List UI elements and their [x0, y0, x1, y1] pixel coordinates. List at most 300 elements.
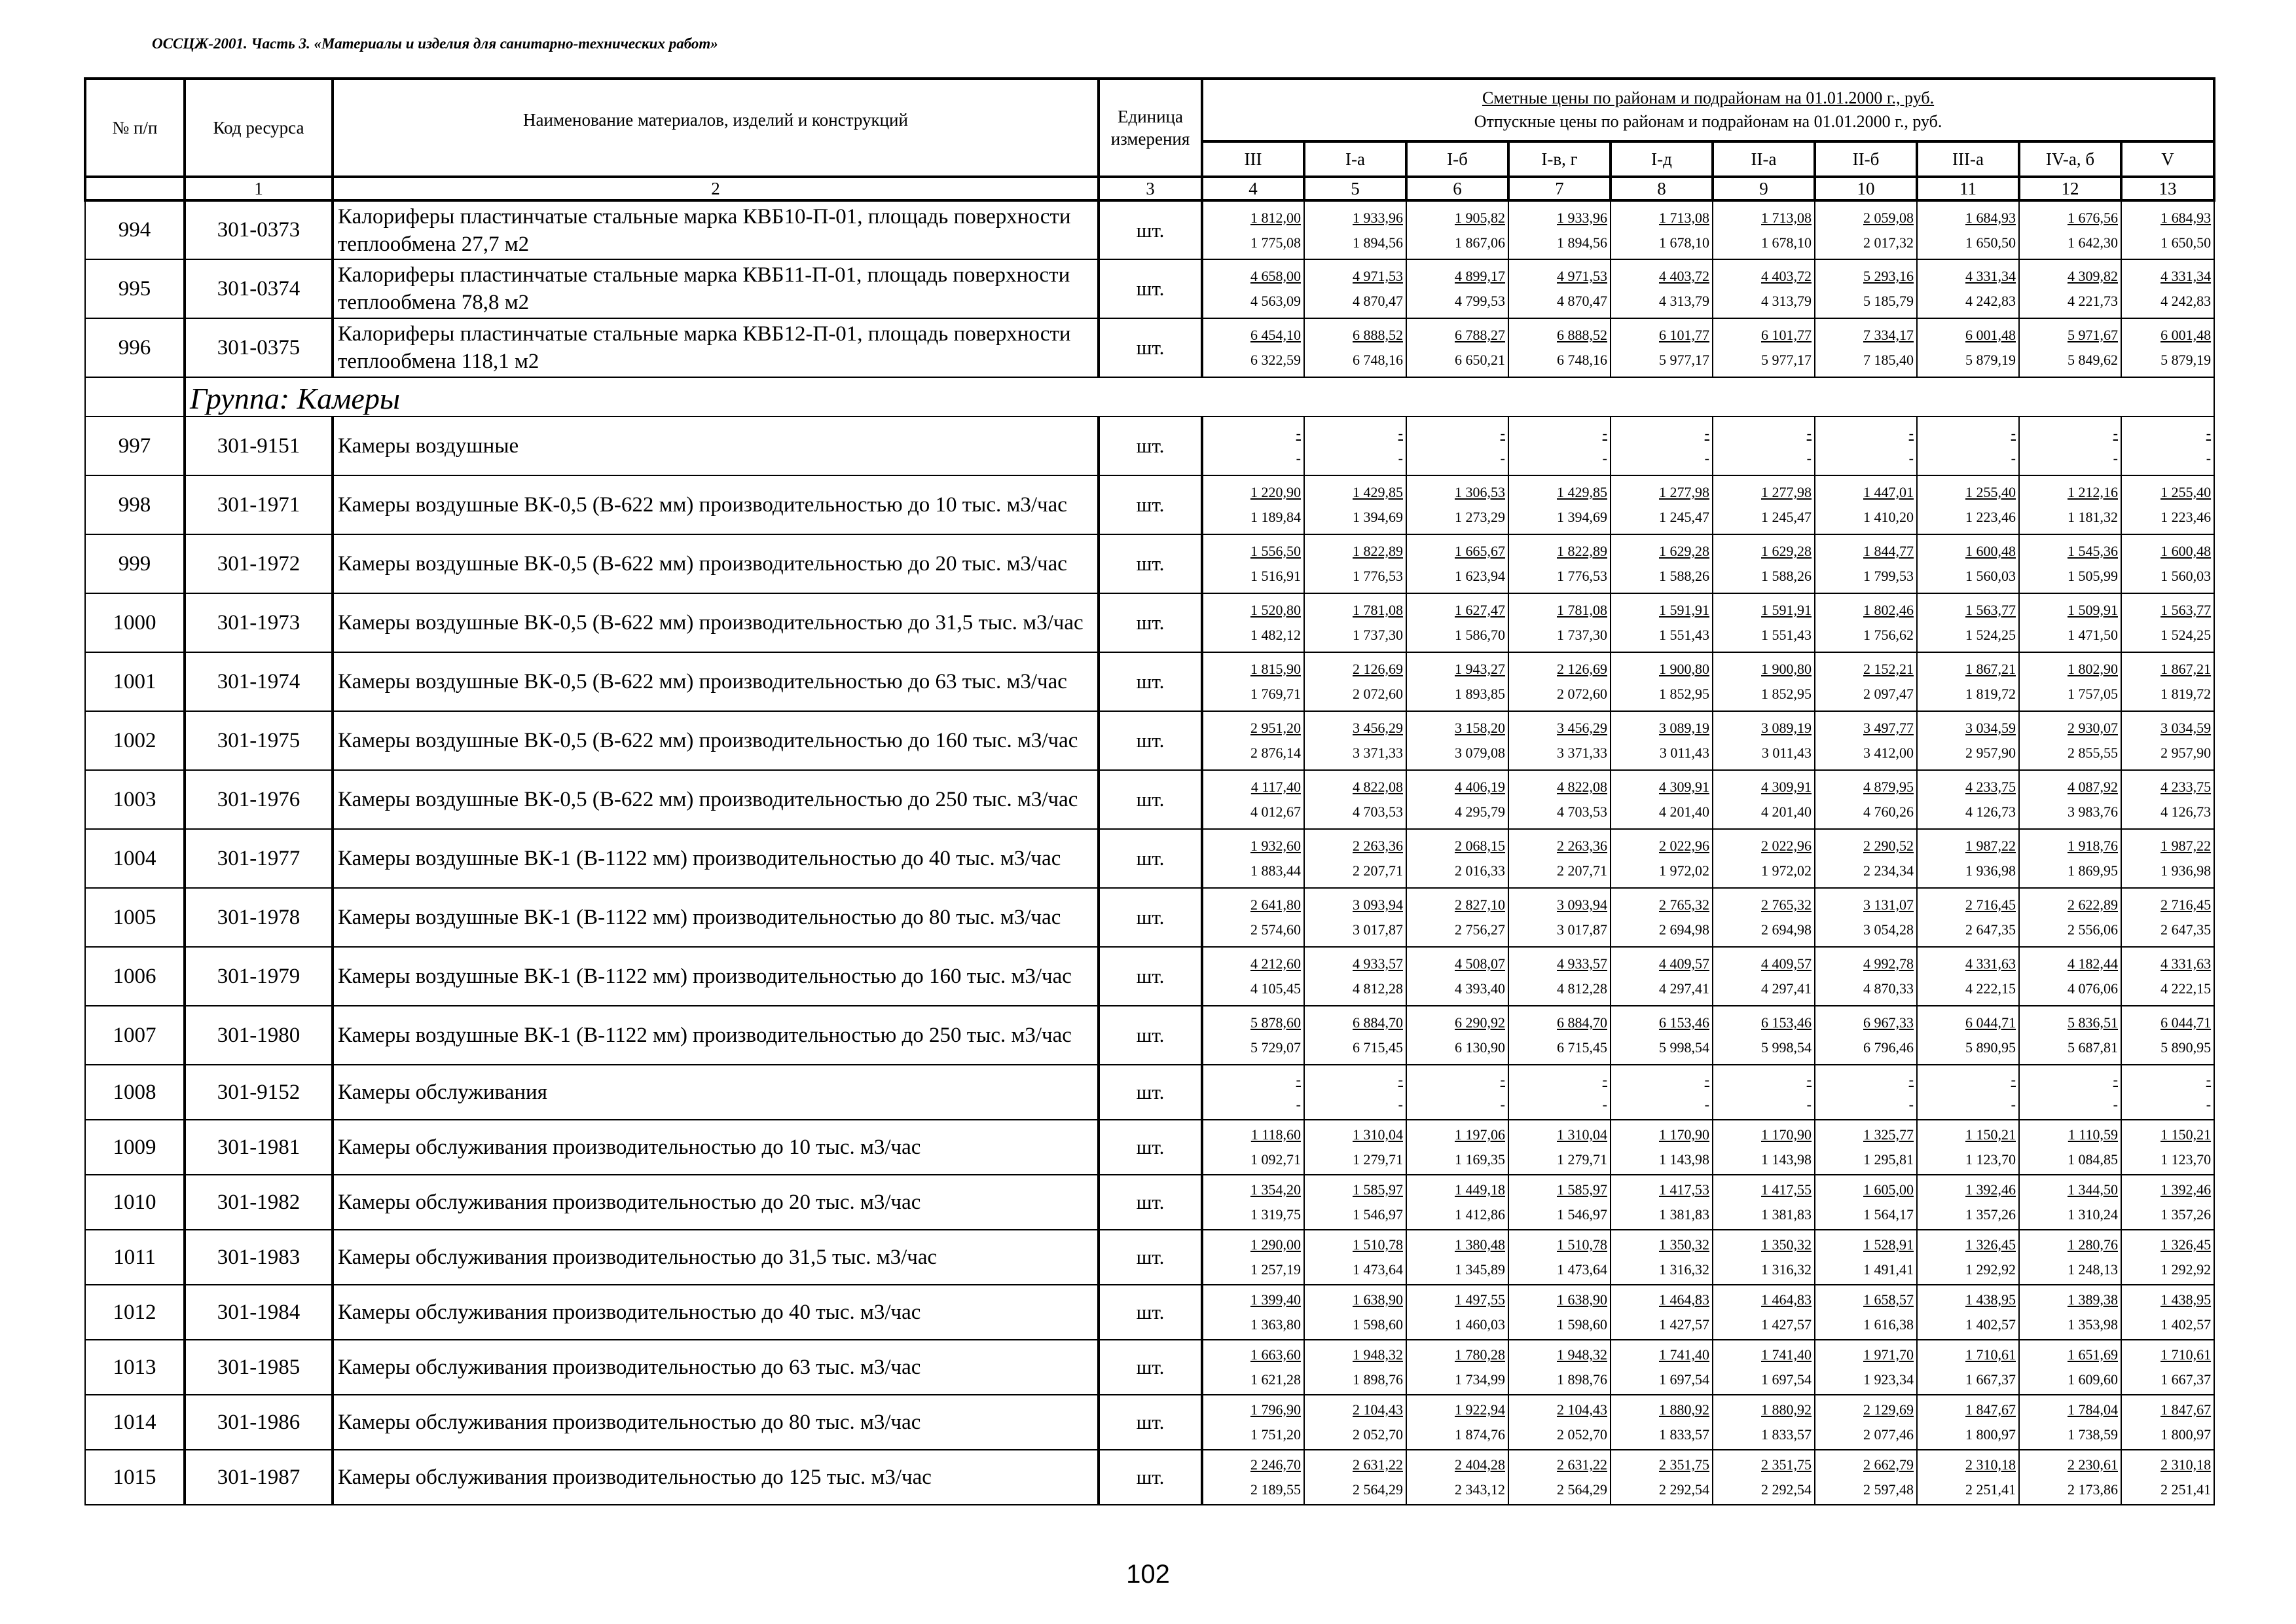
price-cell	[2121, 1175, 2214, 1230]
unit-of-measure: шт.	[1099, 593, 1202, 652]
price-cell	[1406, 1395, 1508, 1450]
estimate-price: 2 059,08	[1863, 209, 1914, 226]
release-price: 1 316,32	[1761, 1261, 1812, 1278]
estimate-price: 2 129,69	[1863, 1401, 1914, 1418]
row-number: 998	[85, 475, 185, 534]
release-price: 3 412,00	[1863, 745, 1914, 761]
release-price: 1 894,56	[1557, 234, 1607, 251]
release-price: 5 879,19	[2160, 352, 2212, 368]
estimate-price: 1 741,40	[1761, 1346, 1812, 1363]
table-row	[85, 318, 2214, 377]
price-cell	[1202, 1395, 1304, 1450]
unit-of-measure: шт.	[1099, 534, 1202, 593]
release-price: 1 894,56	[1353, 234, 1403, 251]
price-cell	[2019, 475, 2121, 534]
release-price: 2 189,55	[1250, 1481, 1301, 1498]
price-cell	[1713, 829, 1815, 888]
row-number: 995	[85, 259, 185, 318]
price-cell	[1713, 888, 1815, 947]
estimate-price: 1 325,77	[1863, 1126, 1914, 1143]
price-cell	[1713, 1230, 1815, 1285]
item-name: Камеры обслуживания производительностью до 125 тыс. м3/час	[333, 1450, 1099, 1505]
estimate-price: 4 331,34	[2160, 268, 2212, 284]
price-table	[84, 77, 2215, 1505]
estimate-price: 1 417,55	[1761, 1181, 1812, 1198]
release-price: 1 734,99	[1455, 1371, 1505, 1388]
release-price: 4 105,45	[1250, 980, 1301, 997]
estimate-price: 1 710,61	[1965, 1346, 2016, 1363]
header-region: IV-а, б	[2019, 141, 2121, 177]
release-price: 2 647,35	[1965, 921, 2016, 938]
release-price: 2 574,60	[1250, 921, 1301, 938]
row-number: 1009	[85, 1120, 185, 1175]
item-name: Камеры обслуживания производительностью до 20 тыс. м3/час	[333, 1175, 1099, 1230]
release-price: 2 343,12	[1455, 1481, 1505, 1498]
release-price: 1 650,50	[1965, 234, 2016, 251]
price-cell	[1815, 1175, 1917, 1230]
price-cell	[1815, 1450, 1917, 1505]
estimate-price: 1 255,40	[1965, 484, 2016, 500]
estimate-price: -	[1908, 1071, 1914, 1088]
estimate-price: 5 293,16	[1863, 268, 1914, 284]
release-price: 1 833,57	[1659, 1426, 1709, 1443]
price-cell	[1304, 770, 1406, 829]
estimate-price: 1 605,00	[1863, 1181, 1914, 1198]
estimate-price: 1 822,89	[1557, 543, 1607, 559]
estimate-price: 1 277,98	[1659, 484, 1709, 500]
estimate-price: 3 034,59	[1965, 720, 2016, 736]
price-cell	[1508, 259, 1611, 318]
estimate-price: 2 290,52	[1863, 838, 1914, 854]
estimate-price: 1 563,77	[1965, 602, 2016, 618]
row-number: 1003	[85, 770, 185, 829]
price-cell	[1304, 200, 1406, 259]
release-price: 1 295,81	[1863, 1151, 1914, 1168]
release-price: 1 279,71	[1557, 1151, 1607, 1168]
price-cell	[1304, 534, 1406, 593]
release-price: -	[1704, 450, 1709, 466]
release-price: 1 776,53	[1557, 568, 1607, 584]
price-cell	[2019, 318, 2121, 377]
estimate-price: 1 118,60	[1250, 1126, 1301, 1143]
release-price: 1 181,32	[2068, 509, 2118, 525]
estimate-price: 4 233,75	[2160, 779, 2212, 795]
estimate-price: 1 255,40	[2160, 484, 2212, 500]
release-price: 4 297,41	[1761, 980, 1812, 997]
estimate-price: 1 447,01	[1863, 484, 1914, 500]
estimate-price: 2 022,96	[1761, 838, 1812, 854]
price-cell	[1304, 416, 1406, 475]
release-price: 4 812,28	[1353, 980, 1403, 997]
estimate-price: 1 591,91	[1659, 602, 1709, 618]
price-cell	[1202, 829, 1304, 888]
estimate-price: 1 781,08	[1353, 602, 1403, 618]
resource-code: 301-0373	[185, 200, 333, 259]
estimate-price: 2 765,32	[1659, 896, 1709, 913]
release-price: 5 977,17	[1659, 352, 1709, 368]
item-name: Камеры воздушные ВК-0,5 (В-622 мм) производительностью до 63 тыс. м3/час	[333, 652, 1099, 711]
price-cell	[1713, 200, 1815, 259]
release-price: -	[1500, 1096, 1505, 1113]
price-cell	[1202, 475, 1304, 534]
release-price: 1 394,69	[1353, 509, 1403, 525]
estimate-price: 1 948,32	[1557, 1346, 1607, 1363]
row-number: 994	[85, 200, 185, 259]
release-price: 1 257,19	[1250, 1261, 1301, 1278]
estimate-price: 1 638,90	[1353, 1291, 1403, 1308]
price-cell	[1713, 259, 1815, 318]
row-number: 1014	[85, 1395, 185, 1450]
estimate-price: 1 796,90	[1250, 1401, 1301, 1418]
estimate-price: -	[1806, 1071, 1812, 1088]
price-cell	[1815, 1395, 1917, 1450]
estimate-price: 4 971,53	[1353, 268, 1403, 284]
price-cell	[2019, 829, 2121, 888]
release-price: 4 126,73	[2160, 803, 2212, 820]
table-row	[85, 711, 2214, 770]
release-price: 1 546,97	[1557, 1206, 1607, 1223]
price-cell	[1815, 1065, 1917, 1120]
estimate-price: 1 676,56	[2068, 209, 2118, 226]
estimate-price: 5 836,51	[2068, 1014, 2118, 1031]
release-price: 6 796,46	[1863, 1039, 1914, 1056]
estimate-price: 1 277,98	[1761, 484, 1812, 500]
price-cell	[1611, 1395, 1713, 1450]
price-cell	[1202, 1450, 1304, 1505]
release-price: 5 687,81	[2068, 1039, 2118, 1056]
price-cell	[1406, 318, 1508, 377]
row-number: 1001	[85, 652, 185, 711]
estimate-price: 1 684,93	[1965, 209, 2016, 226]
estimate-price: 6 044,71	[1965, 1014, 2016, 1031]
price-cell	[1202, 1230, 1304, 1285]
header-prices-estimate: Сметные цены по районам и подрайонам на 01.01.2000 г., руб.	[1482, 88, 1935, 107]
release-price: 1 189,84	[1250, 509, 1301, 525]
estimate-price: 4 403,72	[1659, 268, 1709, 284]
estimate-price: 1 438,95	[1965, 1291, 2016, 1308]
price-cell	[2019, 259, 2121, 318]
price-cell	[1713, 1006, 1815, 1065]
price-cell	[1611, 1065, 1713, 1120]
estimate-price: -	[1500, 1071, 1505, 1088]
estimate-price: 1 399,40	[1250, 1291, 1301, 1308]
unit-of-measure: шт.	[1099, 416, 1202, 475]
estimate-price: 2 263,36	[1353, 838, 1403, 854]
release-price: 1 245,47	[1761, 509, 1812, 525]
release-price: 2 564,29	[1557, 1481, 1607, 1498]
estimate-price: 4 309,91	[1761, 779, 1812, 795]
price-cell	[1508, 652, 1611, 711]
release-price: 1 460,03	[1455, 1316, 1505, 1333]
price-cell	[1917, 200, 2019, 259]
header-unit: Единица измерения	[1099, 79, 1202, 177]
group-label: Группа: Камеры	[185, 377, 2214, 416]
release-price: 4 221,73	[2068, 293, 2118, 309]
release-price: 4 870,47	[1557, 293, 1607, 309]
price-cell	[1713, 711, 1815, 770]
estimate-price: -	[2206, 425, 2212, 441]
price-cell	[1815, 593, 1917, 652]
price-cell	[1611, 829, 1713, 888]
release-price: -	[1398, 1096, 1403, 1113]
estimate-price: 2 716,45	[2160, 896, 2212, 913]
estimate-price: -	[1908, 425, 1914, 441]
estimate-price: -	[1398, 1071, 1403, 1088]
release-price: 1 505,99	[2068, 568, 2118, 584]
release-price: 1 427,57	[1659, 1316, 1709, 1333]
price-cell	[1406, 1230, 1508, 1285]
header-region: I-а	[1304, 141, 1406, 177]
price-cell	[1611, 593, 1713, 652]
resource-code: 301-1978	[185, 888, 333, 947]
price-cell	[1406, 770, 1508, 829]
price-cell	[1611, 200, 1713, 259]
release-price: 6 650,21	[1455, 352, 1505, 368]
price-cell	[1815, 829, 1917, 888]
estimate-price: 6 101,77	[1659, 327, 1709, 343]
release-price: 5 729,07	[1250, 1039, 1301, 1056]
estimate-price: 2 351,75	[1761, 1456, 1812, 1473]
release-price: 2 173,86	[2068, 1481, 2118, 1498]
unit-of-measure: шт.	[1099, 1120, 1202, 1175]
release-price: 1 402,57	[2160, 1316, 2212, 1333]
release-price: 4 242,83	[2160, 293, 2212, 309]
price-cell	[1713, 1175, 1815, 1230]
header-code: Код ресурса	[185, 79, 333, 177]
release-price: 1 169,35	[1455, 1151, 1505, 1168]
release-price: 2 647,35	[2160, 921, 2212, 938]
estimate-price: 4 933,57	[1557, 955, 1607, 972]
release-price: 1 936,98	[1965, 862, 2016, 879]
price-cell	[1508, 475, 1611, 534]
resource-code: 301-1986	[185, 1395, 333, 1450]
release-price: 1 751,20	[1250, 1426, 1301, 1443]
release-price: 1 123,70	[1965, 1151, 2016, 1168]
unit-of-measure: шт.	[1099, 1006, 1202, 1065]
estimate-price: 1 658,57	[1863, 1291, 1914, 1308]
estimate-price: 1 280,76	[2068, 1236, 2118, 1253]
price-cell	[1406, 829, 1508, 888]
release-price: 1 833,57	[1761, 1426, 1812, 1443]
release-price: 1 852,95	[1659, 686, 1709, 702]
price-cell	[1713, 770, 1815, 829]
column-number: 2	[333, 177, 1099, 200]
estimate-price: 1 197,06	[1455, 1126, 1505, 1143]
header-num: № п/п	[85, 79, 185, 177]
estimate-price: 6 044,71	[2160, 1014, 2212, 1031]
release-price: 1 245,47	[1659, 509, 1709, 525]
row-number: 1013	[85, 1340, 185, 1395]
release-price: 4 297,41	[1659, 980, 1709, 997]
price-cell	[1304, 259, 1406, 318]
price-cell	[1815, 318, 1917, 377]
estimate-price: 1 449,18	[1455, 1181, 1505, 1198]
price-cell	[2019, 1065, 2121, 1120]
estimate-price: 1 867,21	[2160, 661, 2212, 677]
price-cell	[1202, 1175, 1304, 1230]
release-price: 2 017,32	[1863, 234, 1914, 251]
price-cell	[1815, 259, 1917, 318]
release-price: 6 748,16	[1353, 352, 1403, 368]
release-price: 1 852,95	[1761, 686, 1812, 702]
release-price: 4 760,26	[1863, 803, 1914, 820]
price-cell	[1508, 200, 1611, 259]
release-price: 5 890,95	[2160, 1039, 2212, 1056]
estimate-price: 1 802,90	[2068, 661, 2118, 677]
estimate-price: 2 126,69	[1353, 661, 1403, 677]
unit-of-measure: шт.	[1099, 259, 1202, 318]
column-number: 10	[1815, 177, 1917, 200]
price-cell	[1304, 888, 1406, 947]
release-price: 1 381,83	[1659, 1206, 1709, 1223]
release-price: 3 011,43	[1659, 745, 1709, 761]
estimate-price: 1 629,28	[1659, 543, 1709, 559]
price-cell	[1508, 1450, 1611, 1505]
header-region: II-а	[1713, 141, 1815, 177]
price-cell	[1508, 1175, 1611, 1230]
estimate-price: 1 306,53	[1455, 484, 1505, 500]
estimate-price: -	[1602, 1071, 1607, 1088]
release-price: 2 072,60	[1557, 686, 1607, 702]
estimate-price: 1 900,80	[1761, 661, 1812, 677]
release-price: 1 678,10	[1761, 234, 1812, 251]
price-cell	[1815, 1230, 1917, 1285]
release-price: 1 738,59	[2068, 1426, 2118, 1443]
estimate-price: 1 464,83	[1659, 1291, 1709, 1308]
price-cell	[1917, 652, 2019, 711]
release-price: 4 313,79	[1761, 293, 1812, 309]
release-price: -	[2113, 1096, 2118, 1113]
estimate-price: 1 392,46	[2160, 1181, 2212, 1198]
price-cell	[1611, 1175, 1713, 1230]
price-cell	[2121, 1230, 2214, 1285]
price-cell	[1917, 259, 2019, 318]
item-name: Камеры воздушные ВК-0,5 (В-622 мм) производительностью до 160 тыс. м3/час	[333, 711, 1099, 770]
price-cell	[1713, 1065, 1815, 1120]
estimate-price: 2 152,21	[1863, 661, 1914, 677]
estimate-price: 1 880,92	[1761, 1401, 1812, 1418]
release-price: 4 799,53	[1455, 293, 1505, 309]
table-row	[85, 1006, 2214, 1065]
item-name: Камеры воздушные ВК-0,5 (В-622 мм) производительностью до 10 тыс. м3/час	[333, 475, 1099, 534]
release-price: 2 251,41	[2160, 1481, 2212, 1498]
unit-of-measure: шт.	[1099, 1230, 1202, 1285]
row-number: 1000	[85, 593, 185, 652]
release-price: 5 185,79	[1863, 293, 1914, 309]
release-price: 2 855,55	[2068, 745, 2118, 761]
release-price: 1 697,54	[1659, 1371, 1709, 1388]
item-name: Камеры обслуживания производительностью до 40 тыс. м3/час	[333, 1285, 1099, 1340]
price-cell	[1611, 1450, 1713, 1505]
estimate-price: 4 933,57	[1353, 955, 1403, 972]
row-number: 1012	[85, 1285, 185, 1340]
release-price: 1 381,83	[1761, 1206, 1812, 1223]
item-name: Камеры обслуживания производительностью до 31,5 тыс. м3/час	[333, 1230, 1099, 1285]
price-cell	[1202, 711, 1304, 770]
release-price: 4 313,79	[1659, 293, 1709, 309]
release-price: 6 322,59	[1250, 352, 1301, 368]
release-price: -	[1602, 1096, 1607, 1113]
estimate-price: -	[2206, 1071, 2212, 1088]
estimate-price: 4 309,82	[2068, 268, 2118, 284]
estimate-price: 1 663,60	[1250, 1346, 1301, 1363]
price-cell	[1304, 318, 1406, 377]
price-cell	[1917, 1065, 2019, 1120]
price-cell	[1202, 318, 1304, 377]
estimate-price: 4 899,17	[1455, 268, 1505, 284]
release-price: 1 471,50	[2068, 627, 2118, 643]
release-price: 5 998,54	[1659, 1039, 1709, 1056]
estimate-price: 4 309,91	[1659, 779, 1709, 795]
price-cell	[1713, 416, 1815, 475]
unit-of-measure: шт.	[1099, 318, 1202, 377]
estimate-price: 1 220,90	[1250, 484, 1301, 500]
release-price: 1 345,89	[1455, 1261, 1505, 1278]
column-number-blank	[85, 177, 185, 200]
column-number: 8	[1611, 177, 1713, 200]
price-cell	[1917, 770, 2019, 829]
price-cell	[1917, 1175, 2019, 1230]
estimate-price: 2 641,80	[1250, 896, 1301, 913]
price-cell	[1304, 652, 1406, 711]
column-number: 12	[2019, 177, 2121, 200]
release-price: 4 295,79	[1455, 803, 1505, 820]
estimate-price: 1 627,47	[1455, 602, 1505, 618]
price-cell	[1202, 259, 1304, 318]
release-price: 1 273,29	[1455, 509, 1505, 525]
estimate-price: 1 684,93	[2160, 209, 2212, 226]
estimate-price: 2 716,45	[1965, 896, 2016, 913]
price-cell	[1917, 1395, 2019, 1450]
release-price: 1 482,12	[1250, 627, 1301, 643]
estimate-price: 4 409,57	[1761, 955, 1812, 972]
resource-code: 301-0374	[185, 259, 333, 318]
estimate-price: -	[1704, 1071, 1709, 1088]
item-name: Камеры воздушные ВК-0,5 (В-622 мм) производительностью до 250 тыс. м3/час	[333, 770, 1099, 829]
item-name: Камеры обслуживания производительностью до 10 тыс. м3/час	[333, 1120, 1099, 1175]
estimate-price: 1 600,48	[1965, 543, 2016, 559]
price-cell	[1508, 1120, 1611, 1175]
release-price: -	[2113, 450, 2118, 466]
table-row	[85, 259, 2214, 318]
column-number: 11	[1917, 177, 2019, 200]
estimate-price: 1 971,70	[1863, 1346, 1914, 1363]
release-price: -	[1602, 450, 1607, 466]
page-number: 102	[1126, 1560, 1170, 1589]
release-price: 1 874,76	[1455, 1426, 1505, 1443]
price-cell	[1713, 475, 1815, 534]
estimate-price: 1 310,04	[1557, 1126, 1607, 1143]
release-price: 1 867,06	[1455, 234, 1505, 251]
price-cell	[2019, 1285, 2121, 1340]
estimate-price: 1 497,55	[1455, 1291, 1505, 1308]
estimate-price: 3 093,94	[1557, 896, 1607, 913]
header-region: I-в, г	[1508, 141, 1611, 177]
price-cell	[2121, 1450, 2214, 1505]
price-cell	[1508, 416, 1611, 475]
price-cell	[1917, 711, 2019, 770]
release-price: 6 748,16	[1557, 352, 1607, 368]
resource-code: 301-9151	[185, 416, 333, 475]
release-price: 1 678,10	[1659, 234, 1709, 251]
estimate-price: 4 403,72	[1761, 268, 1812, 284]
release-price: 1 819,72	[2160, 686, 2212, 702]
unit-of-measure: шт.	[1099, 947, 1202, 1006]
price-cell	[2121, 829, 2214, 888]
estimate-price: 1 629,28	[1761, 543, 1812, 559]
release-price: 1 697,54	[1761, 1371, 1812, 1388]
estimate-price: 2 631,22	[1353, 1456, 1403, 1473]
